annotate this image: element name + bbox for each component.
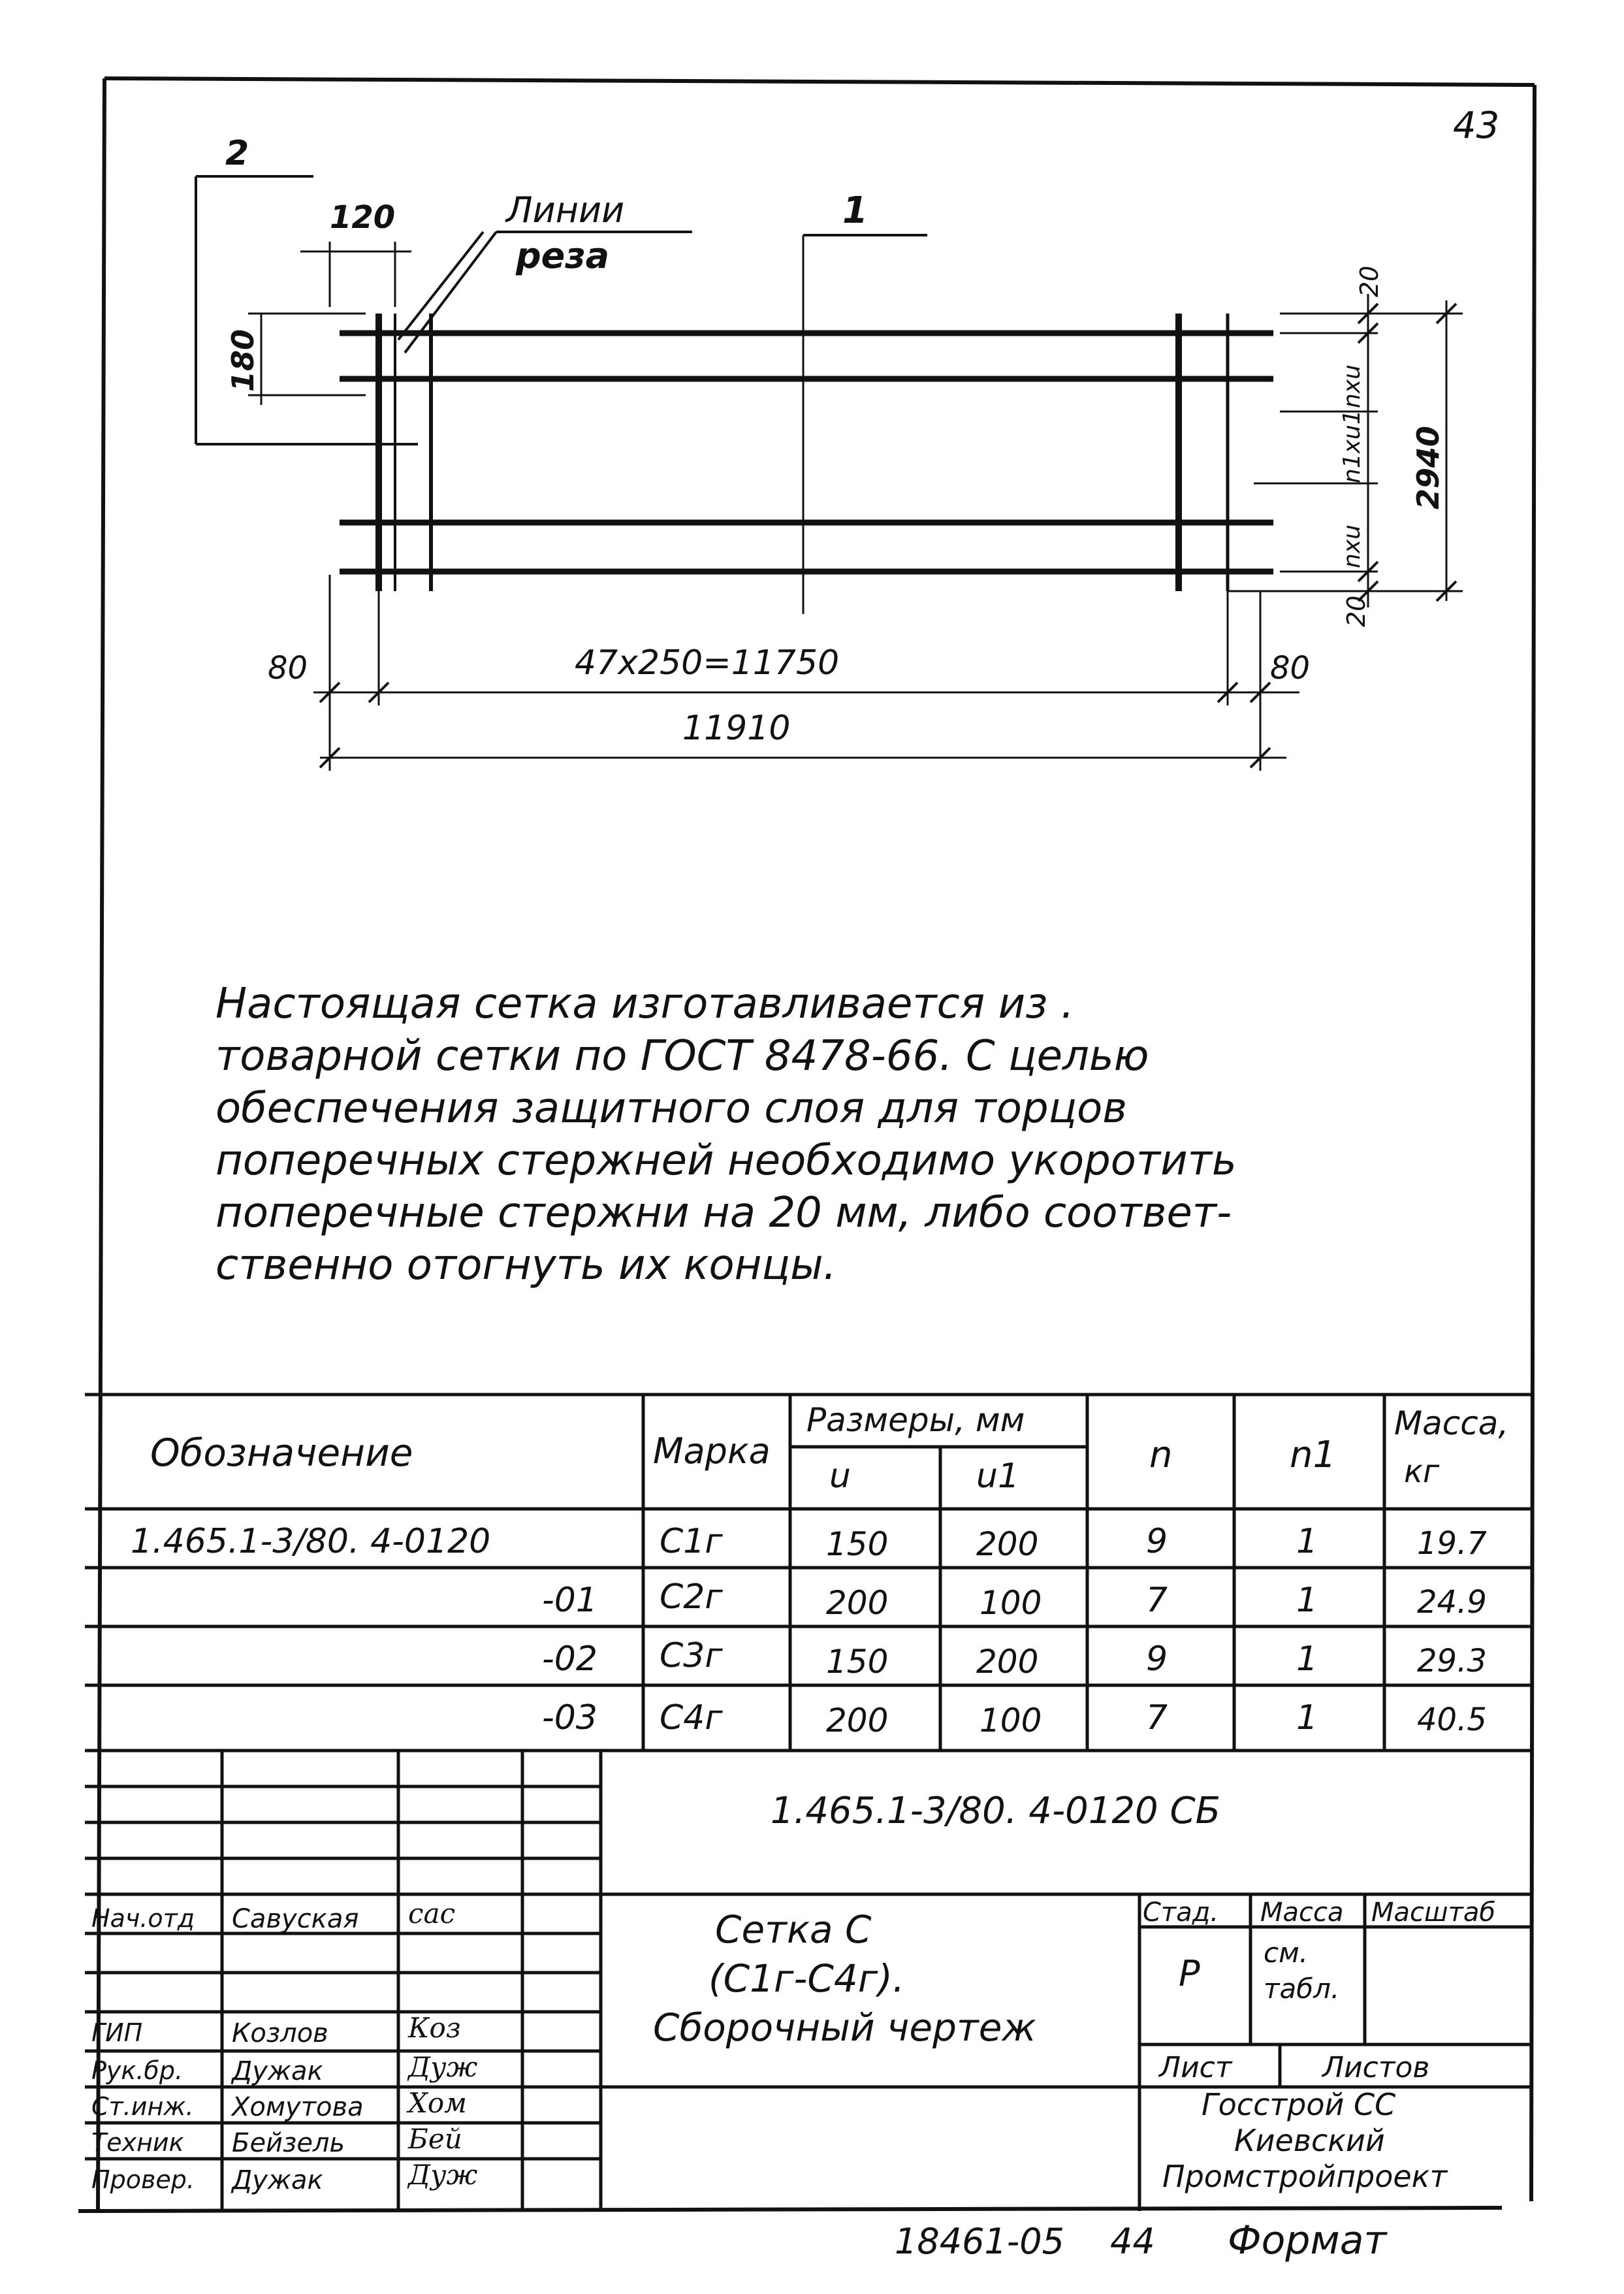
- header-n1: n1: [1290, 1434, 1337, 1476]
- dim-nxu-3: nхu: [1339, 525, 1365, 568]
- table-row-n: 9: [1146, 1522, 1168, 1561]
- table-row-u1: 200: [976, 1643, 1039, 1681]
- table-row-mass: 40.5: [1417, 1702, 1487, 1738]
- drawing-title-1: Сетка С: [715, 1907, 872, 1952]
- dim-nxu-2: n1хu1: [1339, 410, 1365, 483]
- staff-signature: Хом: [408, 2087, 468, 2119]
- staff-name: Козлов: [232, 2018, 328, 2048]
- staff-signature: Дуж: [408, 2051, 478, 2083]
- header-mass: Масса,: [1394, 1404, 1509, 1442]
- sheet-label: Лист: [1159, 2051, 1232, 2084]
- table-row-mass: 24.9: [1417, 1584, 1487, 1621]
- staff-name: Дужак: [232, 2165, 323, 2195]
- dim-2940: 2940: [1410, 425, 1446, 509]
- table-row-u1: 100: [979, 1584, 1042, 1622]
- table-row-n: 7: [1146, 1581, 1168, 1620]
- staff-signature: Дуж: [408, 2159, 478, 2191]
- mass-value-1: см.: [1264, 1937, 1309, 1969]
- header-mass-unit: кг: [1404, 1453, 1440, 1490]
- cut-lines-label-2: реза: [516, 235, 610, 276]
- mass-header: Масса: [1260, 1898, 1344, 1928]
- staff-signature: Коз: [408, 2012, 461, 2044]
- header-designation: Обозначение: [150, 1430, 413, 1475]
- note-line: поперечные стержни на 20 мм, либо соответ-: [215, 1189, 1232, 1237]
- table-row-mass: 29.3: [1417, 1643, 1487, 1679]
- table-row-n: 7: [1146, 1698, 1168, 1737]
- header-n: n: [1149, 1434, 1173, 1476]
- table-row-u: 150: [826, 1525, 889, 1563]
- staff-role: Нач.отд: [91, 1904, 195, 1933]
- callout-2: 2: [225, 134, 249, 173]
- table-row-mark: С4г: [660, 1698, 723, 1737]
- note-line: ственно отогнуть их концы.: [215, 1241, 836, 1289]
- dim-80-left: 80: [268, 650, 308, 687]
- table-row-u1: 100: [979, 1702, 1042, 1739]
- note-line: товарной сетки по ГОСТ 8478-66. С целью: [215, 1032, 1149, 1080]
- footer-page: 44: [1110, 2221, 1155, 2262]
- mass-value-2: табл.: [1264, 1973, 1340, 2005]
- staff-name: Савуская: [232, 1904, 359, 1934]
- dim-total: 11910: [682, 709, 791, 748]
- org-line-3: Промстройпроект: [1162, 2159, 1448, 2194]
- staff-signature: Бей: [408, 2123, 462, 2155]
- header-u1: u1: [976, 1457, 1020, 1496]
- org-line-1: Госстрой СС: [1202, 2087, 1396, 2122]
- staff-role: ГИП: [91, 2018, 143, 2047]
- cut-lines-label-1: Линии: [506, 189, 625, 231]
- header-sizes: Размеры, мм: [806, 1401, 1025, 1439]
- dim-span: 47х250=11750: [575, 643, 840, 683]
- table-row-mass: 19.7: [1417, 1525, 1487, 1562]
- staff-signature: сас: [408, 1898, 456, 1930]
- format-label: Формат: [1228, 2218, 1387, 2263]
- doc-code: 1.465.1-3/80. 4-0120 СБ: [771, 1790, 1220, 1832]
- table-row-n1: 1: [1296, 1698, 1318, 1737]
- stage-value: Р: [1179, 1953, 1200, 1994]
- table-row-n1: 1: [1296, 1522, 1318, 1561]
- table-row-designation: -03: [542, 1698, 597, 1737]
- staff-role: Рук.бр.: [91, 2056, 183, 2085]
- dim-20-bottom: 20: [1342, 595, 1371, 627]
- note-line: поперечных стержней необходимо укоротить: [215, 1137, 1237, 1185]
- header-u: u: [829, 1457, 851, 1496]
- table-row-u: 150: [826, 1643, 889, 1681]
- staff-name: Бейзель: [232, 2128, 345, 2158]
- sheet-number: 43: [1453, 105, 1500, 147]
- dim-20-top: 20: [1355, 265, 1384, 297]
- table-row-n1: 1: [1296, 1581, 1318, 1620]
- org-line-2: Киевский: [1234, 2123, 1385, 2158]
- note-line: Настоящая сетка изготавливается из .: [215, 980, 1074, 1028]
- dim-nxu-1: nхu: [1339, 364, 1365, 408]
- table-row-designation: -02: [542, 1640, 597, 1679]
- table-row-mark: С2г: [660, 1577, 723, 1617]
- table-row-designation: -01: [542, 1581, 597, 1620]
- table-row-designation: 1.465.1-3/80. 4-0120: [131, 1522, 491, 1561]
- callout-1: 1: [842, 189, 868, 232]
- dim-80-right: 80: [1270, 650, 1311, 687]
- drawing-title-3: Сборочный чертеж: [653, 2005, 1036, 2050]
- dim-180: 180: [225, 329, 261, 392]
- note-line: обеспечения защитного слоя для торцов: [215, 1084, 1127, 1133]
- table-row-mark: С3г: [660, 1636, 723, 1675]
- staff-name: Дужак: [232, 2056, 323, 2086]
- staff-name: Хомутова: [232, 2092, 364, 2122]
- table-row-u: 200: [826, 1584, 889, 1622]
- stage-header: Стад.: [1143, 1898, 1219, 1928]
- table-row-n1: 1: [1296, 1640, 1318, 1679]
- sheets-label: Листов: [1322, 2051, 1430, 2084]
- header-mark: Марка: [653, 1430, 771, 1472]
- dim-120: 120: [330, 199, 396, 236]
- staff-role: Техник: [91, 2128, 184, 2157]
- table-row-n: 9: [1146, 1640, 1168, 1679]
- table-row-mark: С1г: [660, 1522, 723, 1561]
- drawing-title-2: (С1г-С4г).: [709, 1956, 905, 2001]
- scale-header: Масштаб: [1371, 1898, 1496, 1928]
- staff-role: Провер.: [91, 2165, 195, 2194]
- table-row-u1: 200: [976, 1525, 1039, 1563]
- staff-role: Ст.инж.: [91, 2092, 194, 2121]
- table-row-u: 200: [826, 1702, 889, 1739]
- inventory-number: 18461-05: [895, 2221, 1064, 2262]
